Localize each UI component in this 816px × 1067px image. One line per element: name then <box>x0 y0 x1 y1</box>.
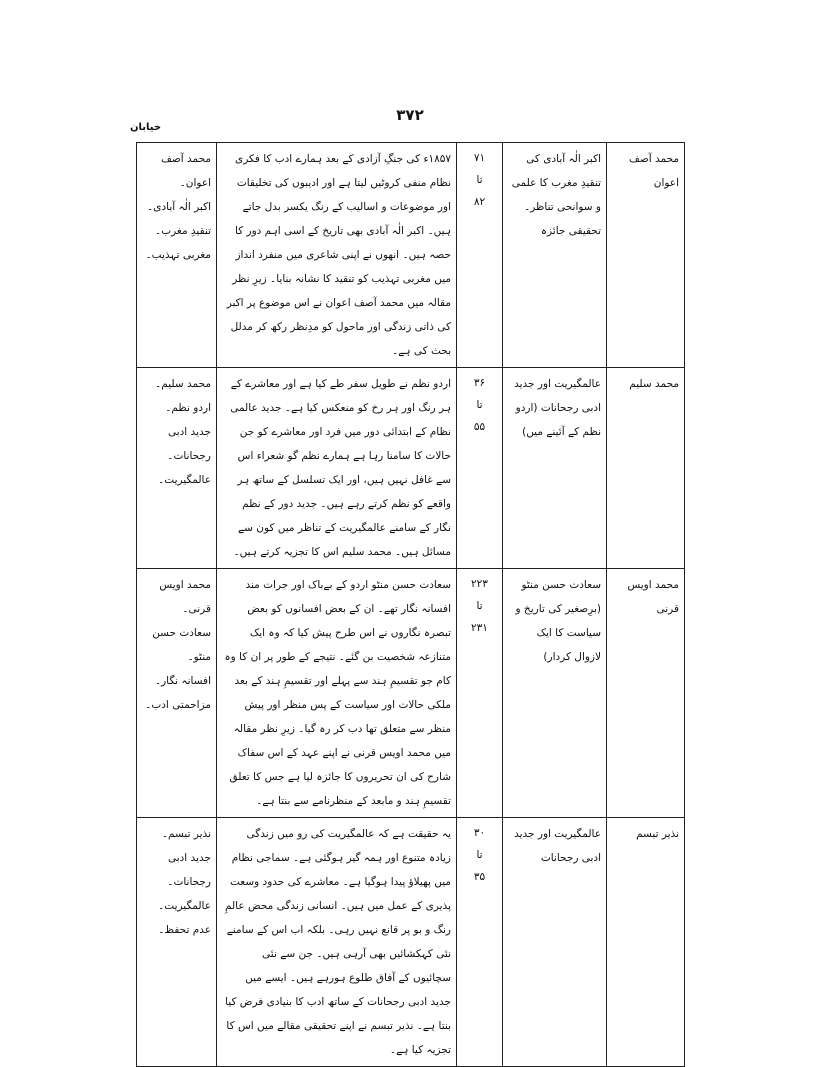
keyword: جدید ادبی <box>167 426 211 438</box>
author-cell: محمد آصف اعوان <box>607 143 685 368</box>
keyword: نذیر تبسم۔ <box>161 828 211 840</box>
abstract-cell: سعادت حسن منٹو اردو کے بےباک اور جرات مند افسانہ نگار تھے۔ ان کے بعض افسانوں کو بعض تبصرہ نگاروں نے اس طرح پیش کیا کہ وہ ایک متنازعہ شخصیت بن گئے۔ نتیجے کے طور پر ان کا وہ کام جو تقسیمِ ہند سے پہلے اور تقسیمِ ہند کے بعد ملکی حالات اور سیاست کے پس منظر اور پیش منظر سے متعلق تھا دب کر رہ گیا۔ زیرِ نظر مقالہ میں محمد اویس قرنی نے اپنے عہد کے اس سفاک شارح کی ان تحریروں کا جائزہ لیا ہے جس کا تعلق تقسیمِ ہند و مابعد کے منظرنامے سے بنتا ہے۔ <box>217 569 457 818</box>
table-row <box>137 569 685 818</box>
keyword: مزاحمتی ادب۔ <box>145 699 211 711</box>
abstract-cell: یہ حقیقت ہے کہ عالمگیریت کی رو میں زندگی زیادہ متنوع اور ہمہ گیر ہوگئی ہے۔ سماجی نظام میں پھیلاؤ پیدا ہوگیا ہے۔ معاشرے کی حدود وسعت پذیری کے عمل میں ہیں۔ انسانی زندگی محض عالمِ رنگ و بو پر قانع نہیں رہی۔ بلکہ اب اس کے سامنے نئی کہکشائیں بھی آرہی ہیں۔ جن سے نئی سچائیوں کے آفاق طلوع ہورہے ہیں۔ ایسے میں جدید ادبی رجحانات کے ساتھ ادب کا بنیادی فرض کیا بنتا ہے۔ نذیر تبسم نے اپنے تحقیقی مقالے میں اس کا تجزیہ کیا ہے۔ <box>217 818 457 1067</box>
pages-cell <box>457 368 503 569</box>
keyword: عالمگیریت۔ <box>158 900 211 912</box>
keyword: عالمگیریت۔ <box>158 474 211 486</box>
page-range-word: تا <box>476 849 483 861</box>
keyword: محمد سلیم۔ <box>155 378 211 390</box>
keyword: افسانہ نگار۔ <box>154 675 211 687</box>
title-cell: سعادت حسن منٹو (برِصغیر کی تاریخ و سیاست کا ایک لازوال کردار) <box>503 569 607 818</box>
keywords-cell <box>137 818 217 1067</box>
keywords-cell <box>137 569 217 818</box>
article-index-table <box>136 142 685 1067</box>
keyword: محمد آصف اعوان۔ <box>160 153 211 189</box>
keyword: اکبر الٰہ آبادی۔ <box>147 201 211 213</box>
page-start: ۳۶ <box>473 377 486 389</box>
page-number: ۳۷۲ <box>396 106 424 124</box>
table-row <box>137 143 685 368</box>
page-end: ۳۵ <box>473 871 486 883</box>
keywords-cell <box>137 143 217 368</box>
abstract-cell: ۱۸۵۷ء کی جنگِ آزادی کے بعد ہمارے ادب کا فکری نظام منفی کروٹیں لیتا ہے اور ادیبوں کی تخلیقات اور موضوعات و اسالیب کے رنگ یکسر بدل جاتے ہیں۔ اکبر الٰہ آبادی بھی تاریخ کے اسی اہم دور کا حصہ ہیں۔ انھوں نے اپنی شاعری میں منفرد انداز میں مغربی تہذیب کو تنقید کا نشانہ بنایا۔ زیرِ نظر مقالہ میں محمد آصف اعوان نے اس موضوع پر اکبر کی ذاتی زندگی اور ماحول کو مدِنظر رکھ کر مدلل بحث کی ہے۔ <box>217 143 457 368</box>
pages-cell <box>457 143 503 368</box>
author-cell: محمد سلیم <box>607 368 685 569</box>
pages-cell <box>457 569 503 818</box>
title-cell: عالمگیریت اور جدید ادبی رجحانات <box>503 818 607 1067</box>
keyword: تنقیدِ مغرب۔ <box>155 225 211 237</box>
keyword: اردو نظم۔ <box>165 402 211 414</box>
abstract-cell: اردو نظم نے طویل سفر طے کیا ہے اور معاشرے کے ہر رنگ اور ہر رخ کو منعکس کیا ہے۔ جدید عالمی نظام کے ابتدائی دور میں فرد اور معاشرے کو جن حالات کا سامنا رہا ہے ہمارے نظم گو شعراء اس سے غافل نہیں ہیں، اور ایک تسلسل کے ساتھ ہر واقعے کو نظم کرتے رہے ہیں۔ جدید دور کے نظم نگار کے سامنے عالمگیریت کے تناظر میں کون سے مسائل ہیں۔ محمد سلیم اس کا تجزیہ کرتے ہیں۔ <box>217 368 457 569</box>
keyword: محمد اویس قرنی۔ <box>159 579 211 615</box>
page-range-word: تا <box>476 174 483 186</box>
table-row <box>137 818 685 1067</box>
keyword: جدید ادبی <box>167 852 211 864</box>
running-head: خیابان <box>130 122 162 133</box>
keyword: مغربی تہذیب۔ <box>145 249 211 261</box>
page-start: ۷۱ <box>473 152 486 164</box>
page-range-word: تا <box>476 399 483 411</box>
title-cell: اکبر الٰہ آبادی کی تنقیدِ مغرب کا علمی و سوانحی تناظر۔ تحقیقی جائزہ <box>503 143 607 368</box>
page-start: ۲۲۳ <box>471 578 488 590</box>
pages-cell <box>457 818 503 1067</box>
keyword: عدم تحفظ۔ <box>158 924 211 936</box>
author-cell: نذیر تبسم <box>607 818 685 1067</box>
page-range-word: تا <box>476 600 483 612</box>
keyword: رجحانات۔ <box>167 450 211 462</box>
keyword: رجحانات۔ <box>167 876 211 888</box>
keyword: سعادت حسن منٹو۔ <box>152 627 211 663</box>
page-start: ۳۰ <box>473 827 486 839</box>
table-row <box>137 368 685 569</box>
page-end: ۸۲ <box>473 196 486 208</box>
keywords-cell <box>137 368 217 569</box>
title-cell: عالمگیریت اور جدید ادبی رجحانات (اردو نظم کے آئینے میں) <box>503 368 607 569</box>
page-end: ۵۵ <box>473 421 486 433</box>
page-end: ۲۳۱ <box>471 622 488 634</box>
author-cell: محمد اویس قرنی <box>607 569 685 818</box>
